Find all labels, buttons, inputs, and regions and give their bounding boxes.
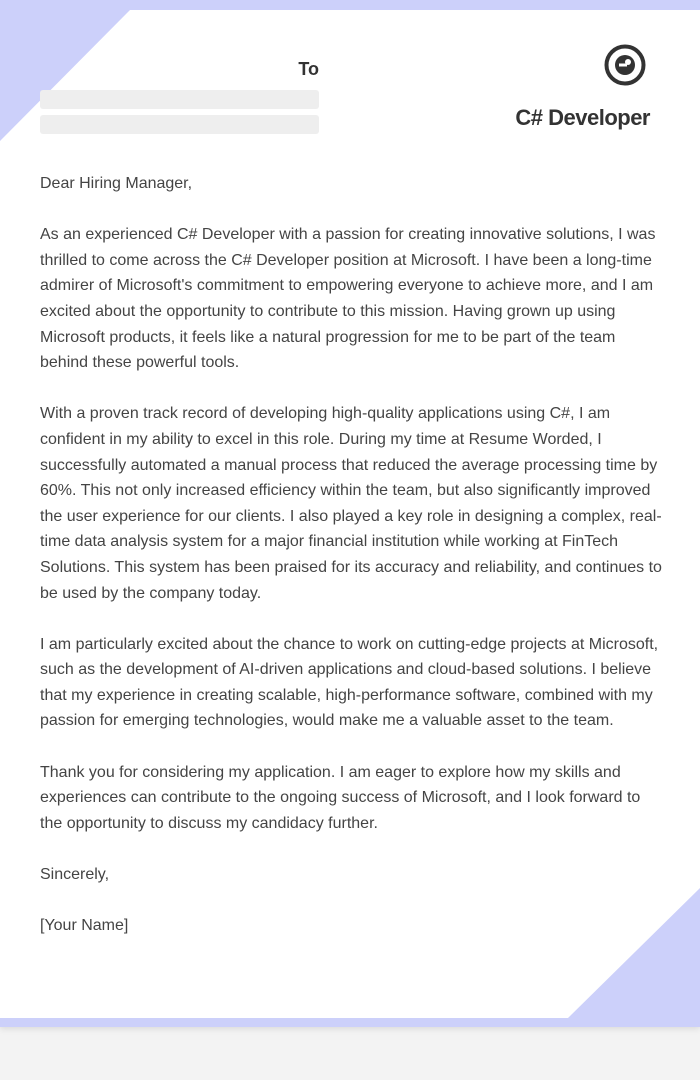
recipient-to-label: To [298,59,319,79]
job-title: C# Developer [515,105,650,130]
recipient-address-line-1 [40,90,319,109]
paragraph-closing: Thank you for considering my application. I am eager to explore how my skills and experiences can contribute to the ongoing success of Microsoft, and I look forward to the opportunity to discuss my candidacy further. [40,763,641,832]
target-icon [604,44,646,86]
cover-letter-sheet [0,10,700,1018]
paragraph-experience: With a proven track record of developing high-quality applications using C#, I am confident in my ability to excel in this role. During my time at Resume Worded, I successfully automated a manual process that reduced the average processing time by 60%. This not only increased efficiency within the team, but also significantly improved the user experience for our clients. I also played a key role in designing a complex, real-time data analysis system for a major financial institution while working at FinTech Solutions. This system has been praised for its accuracy and reliability, and continues to be used by the company today. [40,405,662,602]
paragraph-intro: As an experienced C# Developer with a passion for creating innovative solutions, I was thrilled to come across the C# Developer position at Microsoft. I have been a long-time admirer of Microsoft's commitment to empowering everyone to achieve more, and I am excited about the opportunity to contribute to this mission. Having grown up using Microsoft products, it feels like a natural progression for me to be part of the team behind these powerful tools. [40,226,656,372]
paragraph-motivation: I am particularly excited about the chance to work on cutting-edge projects at Microsoft, such as the development of AI-driven applications and cloud-based solutions. I believe that my experience in creating scalable, high-performance software, combined with my passion for emerging technologies, would make me a valuable asset to the team. [40,635,659,730]
letter-body [40,171,665,939]
closing-phrase: Sincerely, [40,866,110,884]
signature-name: [Your Name] [40,917,129,935]
recipient-address-line-2 [40,115,319,134]
salutation: Dear Hiring Manager, [40,175,193,192]
